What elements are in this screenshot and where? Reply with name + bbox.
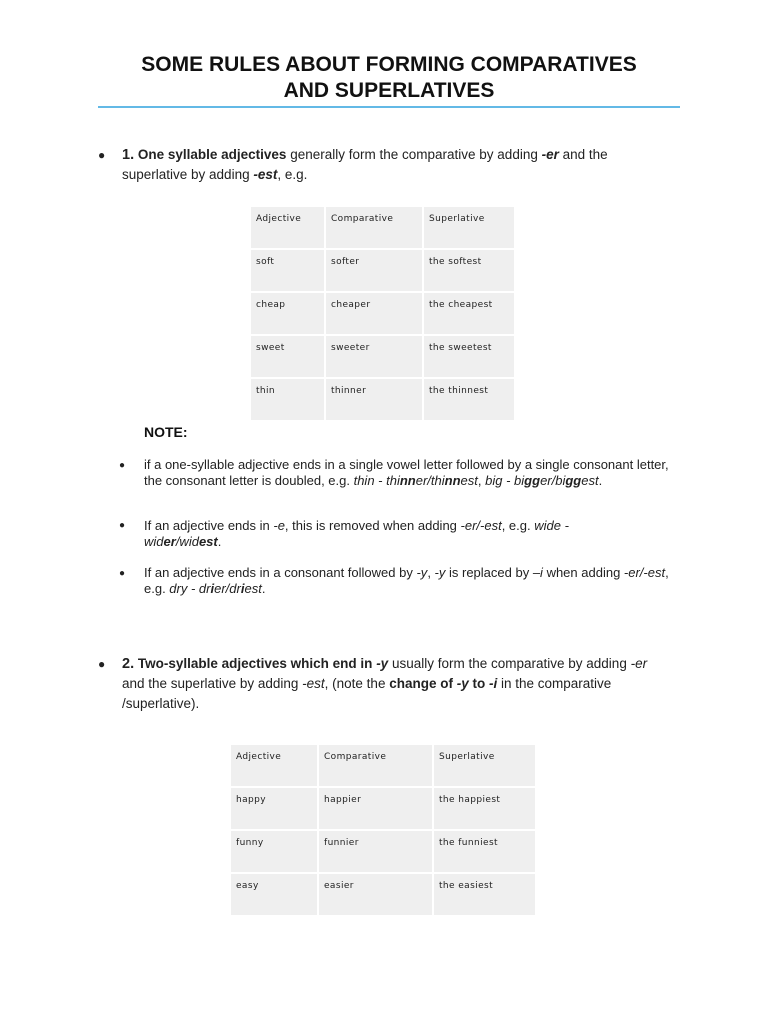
- table-row: [251, 336, 514, 377]
- table-cell: the sweetest: [424, 336, 514, 377]
- table-cell: sweet: [251, 336, 324, 377]
- rule-2-paragraph: 2. Two-syllable adjectives which end in -y usually form the comparative by adding -er and the superlative by adding -est, (note the change of -y to -i in the comparative /superlative).: [122, 656, 648, 711]
- table-header-cell: Adjective: [251, 207, 324, 248]
- comparison-table-2: [229, 743, 537, 917]
- table-cell: the happiest: [434, 788, 535, 829]
- table-cell: thinner: [326, 379, 422, 420]
- bullet-icon: ●: [98, 657, 106, 671]
- rule-2-lead: Two-syllable adjectives which end in: [137, 656, 377, 671]
- title-line-1: SOME RULES ABOUT FORMING COMPARATIVES: [141, 53, 637, 76]
- rule-1-lead: One syllable adjectives: [137, 147, 287, 162]
- table-cell: the easiest: [434, 874, 535, 915]
- comparison-table-1: [249, 205, 516, 422]
- table-row: [251, 379, 514, 420]
- table-cell: easy: [231, 874, 317, 915]
- table-cell: cheap: [251, 293, 324, 334]
- table-row: [231, 788, 535, 829]
- note-item-1: if a one-syllable adjective ends in a single vowel letter followed by a single consonant letter, the consonant letter is doubled, e.g. thin - thinner/thinnest, big - bigger/biggest.: [144, 457, 669, 488]
- bullet-icon: ●: [119, 568, 126, 579]
- table-row: [251, 293, 514, 334]
- table-header-cell: Comparative: [319, 745, 432, 786]
- table-cell: happy: [231, 788, 317, 829]
- table-cell: soft: [251, 250, 324, 291]
- note-item-2: If an adjective ends in -e, this is removed when adding -er/-est, e.g. wide - wider/widest.: [144, 518, 569, 549]
- table-cell: the softest: [424, 250, 514, 291]
- note-label: NOTE:: [144, 424, 188, 440]
- rule-1-number: 1.: [122, 147, 135, 163]
- bullet-icon: ●: [119, 520, 126, 531]
- table-header-cell: Superlative: [434, 745, 535, 786]
- table-row: [251, 250, 514, 291]
- table-cell: thin: [251, 379, 324, 420]
- table-cell: funny: [231, 831, 317, 872]
- table-cell: easier: [319, 874, 432, 915]
- table-header-cell: Comparative: [326, 207, 422, 248]
- table-header-cell: Superlative: [424, 207, 514, 248]
- table-cell: sweeter: [326, 336, 422, 377]
- rule-1-paragraph: 1. One syllable adjectives generally form the comparative by adding -er and the superlative by adding -est, e.g.: [122, 147, 608, 182]
- table-cell: cheaper: [326, 293, 422, 334]
- table-cell: funnier: [319, 831, 432, 872]
- bullet-icon: ●: [98, 148, 106, 162]
- table-cell: happier: [319, 788, 432, 829]
- title-line-2: AND SUPERLATIVES: [283, 79, 495, 102]
- table-header-row: [251, 207, 514, 248]
- table-cell: the thinnest: [424, 379, 514, 420]
- page-title: [98, 52, 680, 104]
- table-cell: the cheapest: [424, 293, 514, 334]
- table-header-cell: Adjective: [231, 745, 317, 786]
- table-row: [231, 831, 535, 872]
- table-row: [231, 874, 535, 915]
- title-divider: [98, 106, 680, 108]
- table-header-row: [231, 745, 535, 786]
- bullet-icon: ●: [119, 460, 126, 471]
- table-cell: softer: [326, 250, 422, 291]
- rule-2-number: 2.: [122, 656, 135, 672]
- note-item-3: If an adjective ends in a consonant followed by -y, -y is replaced by –i when adding -er/-est, e.g. dry - drier/driest.: [144, 565, 669, 596]
- table-cell: the funniest: [434, 831, 535, 872]
